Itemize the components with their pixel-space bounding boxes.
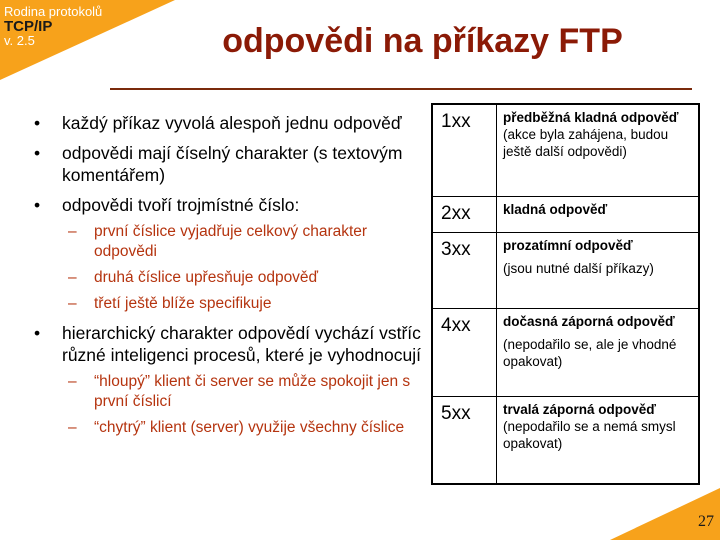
page-number: 27 <box>698 513 714 530</box>
desc-label: trvalá záporná odpověď <box>503 401 656 417</box>
desc-label: dočasná záporná odpověď <box>503 313 675 329</box>
desc-note: (akce byla zahájena, budou ještě další odpovědi) <box>503 127 669 159</box>
slide-title: odpovědi na příkazy FTP <box>222 22 623 60</box>
table-row <box>432 196 699 232</box>
desc-label: prozatímní odpověď <box>503 237 633 253</box>
bullet-text: odpovědi mají číselný charakter (s textovým komentářem) <box>62 143 403 185</box>
desc-label: kladná odpověď <box>503 201 608 217</box>
table-row <box>432 396 699 484</box>
code-cell: 5xx <box>432 396 497 484</box>
code-cell: 1xx <box>432 104 497 196</box>
desc-label: předběžná kladná odpověď <box>503 110 679 125</box>
bullet-text: každý příkaz vyvolá alespoň jednu odpověď <box>62 113 402 133</box>
sub-list <box>62 372 425 438</box>
bullet-list <box>30 112 425 446</box>
sub-item: – první číslice vyjadřuje celkový charakter odpovědi <box>30 222 425 262</box>
bullet-item <box>30 142 425 186</box>
code-cell: 2xx <box>432 196 497 232</box>
bullet-item <box>30 322 425 438</box>
bullet-text: odpovědi tvoří trojmístné číslo: <box>62 195 300 215</box>
desc-cell <box>497 232 700 308</box>
title-rule <box>110 88 692 90</box>
bullet-item <box>30 194 425 314</box>
code-cell: 3xx <box>432 232 497 308</box>
sub-list <box>62 222 425 314</box>
table-row <box>432 104 699 196</box>
table-row <box>432 308 699 396</box>
table-row <box>432 232 699 308</box>
desc-cell <box>497 396 700 484</box>
sub-item: – druhá číslice upřesňuje odpověď <box>30 268 425 288</box>
brand-version: v. 2.5 <box>4 33 35 49</box>
desc-note: (nepodařilo se a nemá smysl opakovat) <box>503 418 676 451</box>
desc-cell <box>497 196 700 232</box>
bullet-item <box>30 112 425 134</box>
brand-line-2: TCP/IP <box>4 17 53 35</box>
bullet-text: hierarchický charakter odpovědí vychází vstříc různé inteligenci procesů, které je vyhodnocují <box>62 323 421 365</box>
brand-line-1: Rodina protokolů <box>4 4 103 19</box>
sub-item: – “hloupý” klient či server se může spokojit jen s první číslicí <box>30 372 425 412</box>
sub-item: – třetí ještě blíže specifikuje <box>30 294 425 314</box>
sub-item: – “chytrý” klient (server) využije všechny číslice <box>30 418 425 438</box>
desc-cell <box>497 308 700 396</box>
desc-note: (jsou nutné další příkazy) <box>503 260 654 276</box>
code-cell: 4xx <box>432 308 497 396</box>
desc-cell <box>497 104 700 196</box>
reply-code-table <box>431 103 700 485</box>
desc-note: (nepodařilo se, ale je vhodné opakovat) <box>503 336 677 369</box>
